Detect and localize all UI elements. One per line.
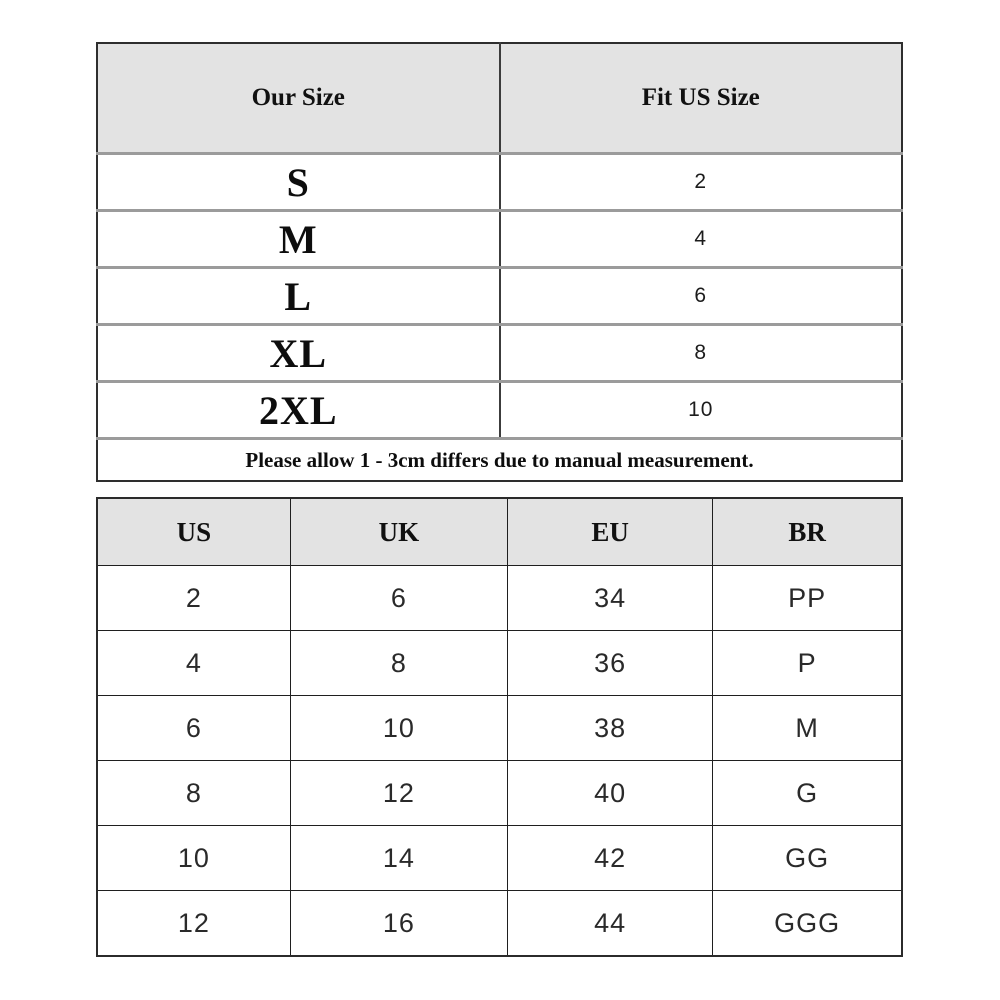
table-header-row — [97, 43, 902, 154]
table-row — [97, 696, 902, 761]
table-cell-fit: 10 — [500, 382, 903, 439]
table-row — [97, 325, 902, 382]
table-cell-uk: 8 — [290, 631, 507, 696]
table-cell-br: M — [713, 696, 902, 761]
table-cell-eu: 42 — [508, 826, 713, 891]
header-cell-br: BR — [713, 498, 902, 566]
table-cell-size: L — [97, 268, 500, 325]
table-cell-size: S — [97, 154, 500, 211]
table-cell-eu: 40 — [508, 761, 713, 826]
table-row — [97, 761, 902, 826]
table-cell-us: 8 — [97, 761, 290, 826]
header-cell-our-size: Our Size — [97, 43, 500, 154]
table-cell-fit: 4 — [500, 211, 903, 268]
table-header-row — [97, 498, 902, 566]
table-cell-br: P — [713, 631, 902, 696]
table-row — [97, 154, 902, 211]
table-cell-uk: 16 — [290, 891, 507, 957]
table-cell-br: GG — [713, 826, 902, 891]
table-cell-us: 12 — [97, 891, 290, 957]
table-row — [97, 826, 902, 891]
table-cell-eu: 34 — [508, 566, 713, 631]
table-cell-br: PP — [713, 566, 902, 631]
table-cell-br: GGG — [713, 891, 902, 957]
table-cell-eu: 36 — [508, 631, 713, 696]
header-cell-fit-us-size: Fit US Size — [500, 43, 903, 154]
table-cell-eu: 44 — [508, 891, 713, 957]
header-cell-eu: EU — [508, 498, 713, 566]
table-row — [97, 631, 902, 696]
size-conversion-table — [96, 497, 903, 957]
table-cell-us: 6 — [97, 696, 290, 761]
table-cell-uk: 12 — [290, 761, 507, 826]
table-cell-eu: 38 — [508, 696, 713, 761]
table-cell-size: XL — [97, 325, 500, 382]
measurement-note: Please allow 1 - 3cm differs due to manual measurement. — [97, 439, 902, 482]
our-size-table — [96, 42, 903, 482]
table-cell-fit: 2 — [500, 154, 903, 211]
table-row — [97, 211, 902, 268]
table-cell-fit: 6 — [500, 268, 903, 325]
table-cell-uk: 6 — [290, 566, 507, 631]
table-cell-fit: 8 — [500, 325, 903, 382]
table-cell-us: 2 — [97, 566, 290, 631]
table-cell-br: G — [713, 761, 902, 826]
table-cell-uk: 14 — [290, 826, 507, 891]
header-cell-uk: UK — [290, 498, 507, 566]
table-cell-size: M — [97, 211, 500, 268]
table-cell-uk: 10 — [290, 696, 507, 761]
header-cell-us: US — [97, 498, 290, 566]
table-row — [97, 566, 902, 631]
table-cell-us: 10 — [97, 826, 290, 891]
table-row — [97, 891, 902, 957]
table-row — [97, 382, 902, 439]
table-row — [97, 268, 902, 325]
table-cell-us: 4 — [97, 631, 290, 696]
measurement-note-row — [97, 439, 902, 482]
table-cell-size: 2XL — [97, 382, 500, 439]
